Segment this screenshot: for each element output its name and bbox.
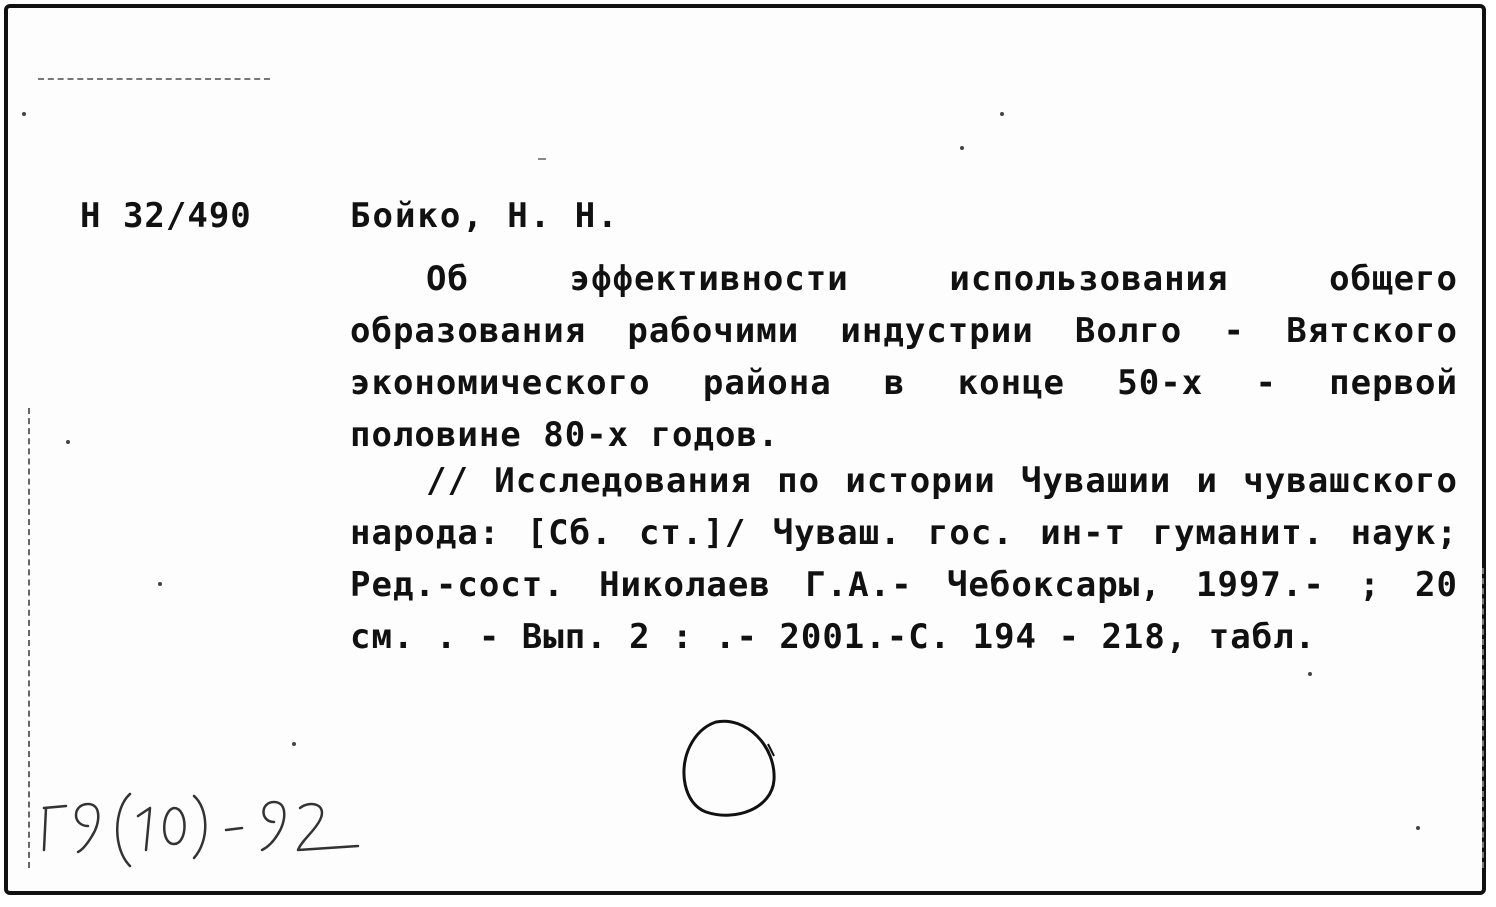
speck-mark bbox=[538, 158, 546, 160]
speck-dot bbox=[66, 440, 70, 444]
speck-dot bbox=[960, 146, 964, 150]
speck-dot bbox=[1308, 672, 1312, 676]
author-heading: Бойко, Н. Н. bbox=[350, 196, 620, 236]
speck-dot bbox=[22, 112, 26, 116]
catalog-card bbox=[4, 4, 1486, 895]
right-edge-dashes bbox=[1482, 568, 1484, 868]
title-paragraph: Об эффективности использования общего образования рабочими индустрии Волго - Вятского экономического района в конце 50-х - первой половине 80-х годов. bbox=[350, 259, 1458, 455]
speck-dot bbox=[292, 742, 296, 746]
speck-dot bbox=[1000, 112, 1004, 116]
shelf-mark: Н 32/490 bbox=[80, 196, 252, 236]
source-paragraph: // Исследования по истории Чувашии и чувашского народа: [Сб. ст.]/ Чуваш. гос. ин-т гуманит. наук; Ред.-сост. Николаев Г.А.- Чебоксары, 1997.- ; 20 см. . - Вып. 2 : .- 2001.-С. 194 - 218, табл. bbox=[350, 461, 1458, 657]
left-edge-dashes bbox=[28, 408, 30, 868]
speck-dot bbox=[158, 582, 162, 586]
top-dashed-line bbox=[38, 78, 270, 80]
speck-dot bbox=[1416, 826, 1420, 830]
punch-hole bbox=[676, 716, 786, 831]
handwritten-classification-code bbox=[38, 778, 378, 883]
